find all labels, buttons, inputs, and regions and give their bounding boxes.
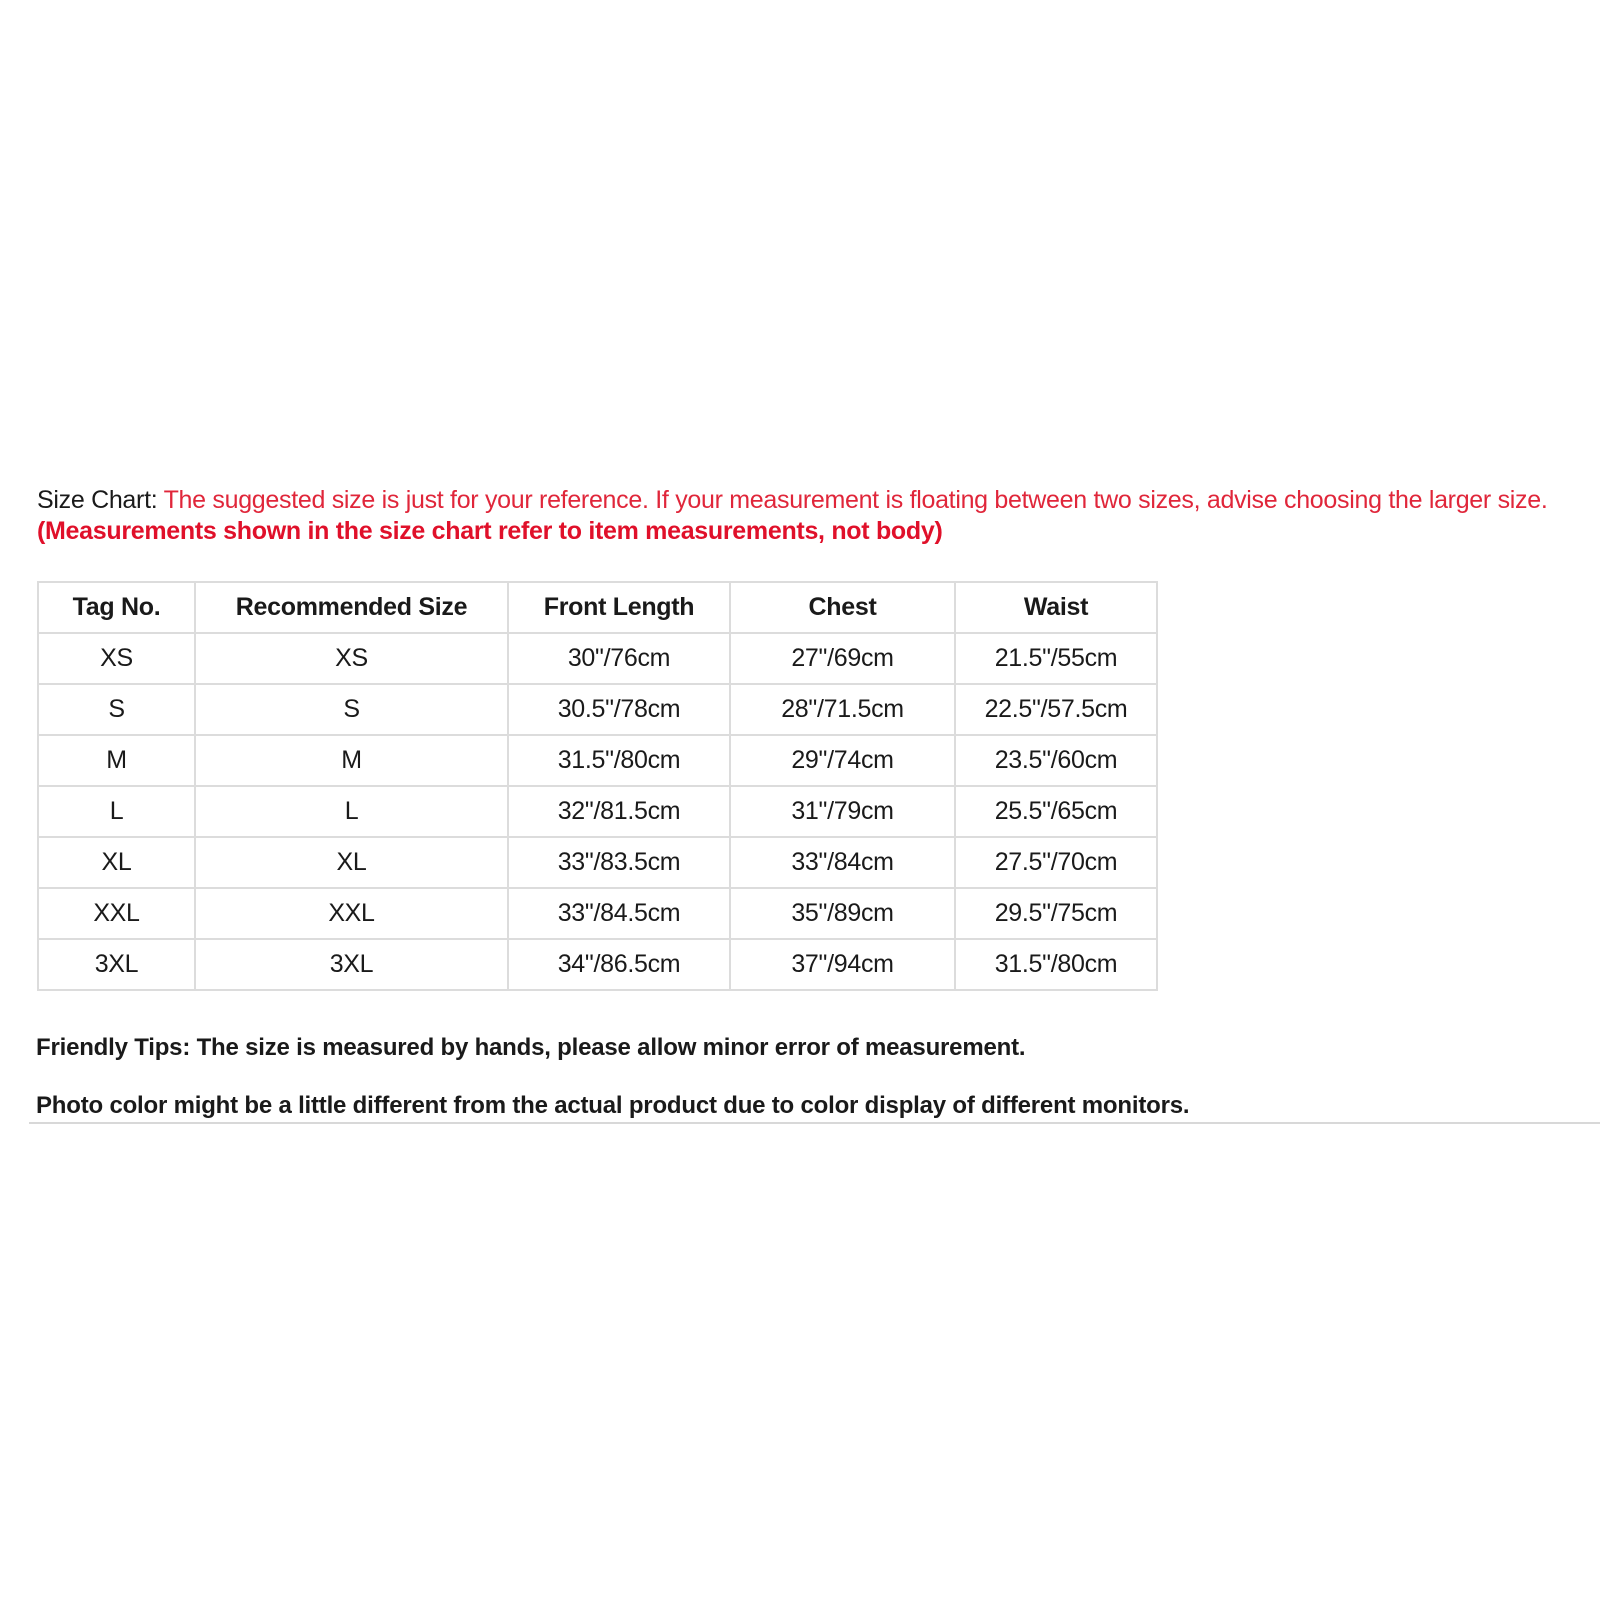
- table-cell: 30"/76cm: [508, 633, 730, 684]
- friendly-tips: Friendly Tips: The size is measured by hands, please allow minor error of measurement.: [36, 1034, 1026, 1061]
- table-cell: XS: [195, 633, 508, 684]
- table-cell: 22.5"/57.5cm: [955, 684, 1157, 735]
- table-cell: 33"/83.5cm: [508, 837, 730, 888]
- table-cell: 37"/94cm: [730, 939, 955, 990]
- table-cell: 28"/71.5cm: [730, 684, 955, 735]
- table-cell: 32"/81.5cm: [508, 786, 730, 837]
- table-cell: 3XL: [195, 939, 508, 990]
- table-cell: 23.5"/60cm: [955, 735, 1157, 786]
- size-table: [37, 581, 1158, 991]
- table-cell: L: [38, 786, 195, 837]
- table-cell: M: [195, 735, 508, 786]
- table-cell: L: [195, 786, 508, 837]
- table-cell: 33"/84.5cm: [508, 888, 730, 939]
- table-cell: 21.5"/55cm: [955, 633, 1157, 684]
- column-header: Chest: [730, 582, 955, 633]
- table-cell: 31.5"/80cm: [955, 939, 1157, 990]
- column-header: Tag No.: [38, 582, 195, 633]
- table-cell: 3XL: [38, 939, 195, 990]
- table-cell: 29"/74cm: [730, 735, 955, 786]
- intro-label: Size Chart: [37, 486, 151, 514]
- table-cell: 27.5"/70cm: [955, 837, 1157, 888]
- table-cell: 30.5"/78cm: [508, 684, 730, 735]
- table-cell: S: [195, 684, 508, 735]
- table-row: [38, 786, 1157, 837]
- table-header-row: [38, 582, 1157, 633]
- table-row: [38, 837, 1157, 888]
- table-cell: 29.5"/75cm: [955, 888, 1157, 939]
- table-row: [38, 735, 1157, 786]
- table-row: [38, 939, 1157, 990]
- table-cell: XS: [38, 633, 195, 684]
- table-cell: XXL: [38, 888, 195, 939]
- divider: [29, 1122, 1600, 1124]
- table-cell: S: [38, 684, 195, 735]
- table-cell: XL: [195, 837, 508, 888]
- table-row: [38, 888, 1157, 939]
- table-cell: 33"/84cm: [730, 837, 955, 888]
- table-cell: 27"/69cm: [730, 633, 955, 684]
- measurement-note: (Measurements shown in the size chart refer to item measurements, not body): [37, 517, 943, 545]
- table-cell: 31"/79cm: [730, 786, 955, 837]
- table-cell: 34"/86.5cm: [508, 939, 730, 990]
- table-cell: 25.5"/65cm: [955, 786, 1157, 837]
- column-header: Waist: [955, 582, 1157, 633]
- table-cell: M: [38, 735, 195, 786]
- size-chart-intro: Size Chart: The suggested size is just for your reference. If your measurement is floating between two sizes, advise choosing the larger size. (Measurements shown in the size chart refer to item measurements, not body): [37, 485, 1577, 547]
- table-cell: 31.5"/80cm: [508, 735, 730, 786]
- table-cell: 35"/89cm: [730, 888, 955, 939]
- table-row: [38, 633, 1157, 684]
- table-cell: XL: [38, 837, 195, 888]
- intro-text: The suggested size is just for your reference. If your measurement is floating between two sizes, advise choosing the larger size.: [163, 486, 1548, 514]
- table-cell: XXL: [195, 888, 508, 939]
- column-header: Front Length: [508, 582, 730, 633]
- column-header: Recommended Size: [195, 582, 508, 633]
- table-row: [38, 684, 1157, 735]
- photo-color-note: Photo color might be a little different from the actual product due to color display of different monitors.: [36, 1092, 1190, 1119]
